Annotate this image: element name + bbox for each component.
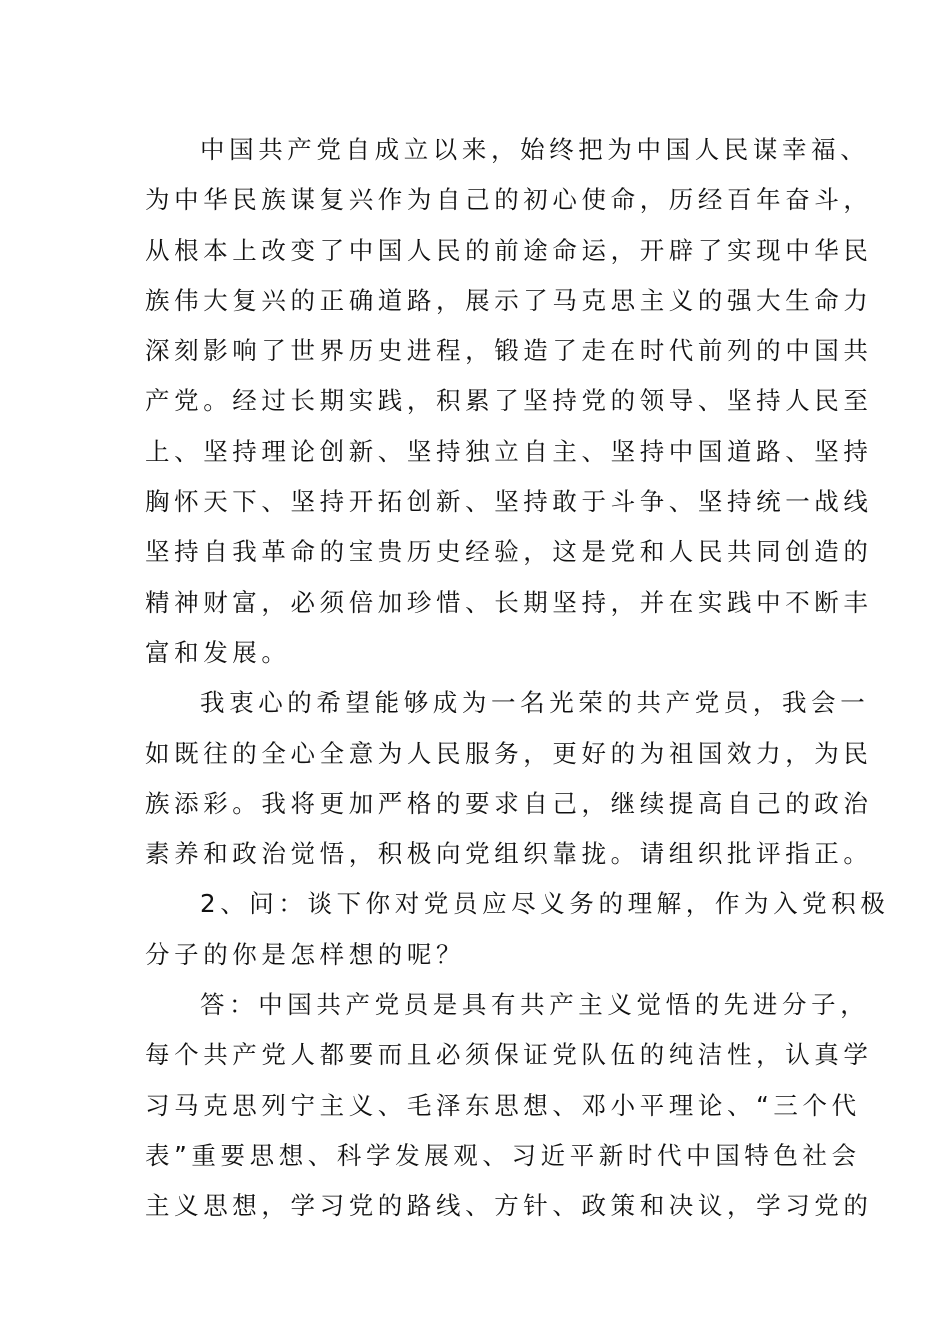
text-line: 上、坚持理论创新、坚持独立自主、坚持中国道路、坚持: [145, 436, 873, 466]
text-line: 中国共产党自成立以来，始终把为中国人民谋幸福、: [200, 135, 870, 164]
text-line: 富和发展。: [145, 637, 291, 667]
paragraph-answer-2: [145, 980, 873, 1231]
text-line: 胸怀天下、坚持开拓创新、坚持敢于斗争、坚持统一战线: [145, 487, 873, 517]
text-line: 族伟大复兴的正确道路，展示了马克思主义的强大生命力: [145, 285, 873, 315]
text-line: 为中华民族谋复兴作为自己的初心使命，历经百年奋斗，: [145, 185, 873, 215]
document-body: [145, 125, 890, 1232]
text-line: 2、问：谈下你对党员应尽义务的理解，作为入党积极: [200, 889, 890, 919]
text-line: 主义思想，学习党的路线、方针、政策和决议，学习党的: [145, 1191, 873, 1221]
text-line: 每个共产党人都要而且必须保证党队伍的纯洁性，认真学: [145, 1040, 873, 1070]
text-line: 习马克思列宁主义、毛泽东思想、邓小平理论、“三个代: [145, 1090, 861, 1120]
text-line: 素养和政治觉悟，积极向党组织靠拢。请组织批评指正。: [145, 839, 873, 869]
text-line: 从根本上改变了中国人民的前途命运，开辟了实现中华民: [145, 235, 873, 265]
paragraph-personal-wish: [145, 678, 873, 879]
text-line: 如既往的全心全意为人民服务，更好的为祖国效力，为民: [145, 738, 873, 768]
text-line: 答：中国共产党员是具有共产主义觉悟的先进分子，: [200, 990, 870, 1020]
text-line: 坚持自我革命的宝贵历史经验，这是党和人民共同创造的: [145, 537, 873, 567]
text-line: 表”重要思想、科学发展观、习近平新时代中国特色社会: [145, 1140, 861, 1170]
paragraph-party-history: [145, 125, 873, 678]
text-line: 族添彩。我将更加严格的要求自己，继续提高自己的政治: [145, 788, 873, 818]
text-line: 产党。经过长期实践，积累了坚持党的领导、坚持人民至: [145, 386, 873, 416]
paragraph-question-2: [145, 879, 890, 980]
text-line: 精神财富，必须倍加珍惜、长期坚持，并在实践中不断丰: [145, 587, 873, 617]
text-line: 深刻影响了世界历史进程，锻造了走在时代前列的中国共: [145, 336, 873, 366]
text-line: 分子的你是怎样想的呢？: [145, 939, 466, 969]
text-line: 我衷心的希望能够成为一名光荣的共产党员，我会一: [200, 688, 870, 718]
